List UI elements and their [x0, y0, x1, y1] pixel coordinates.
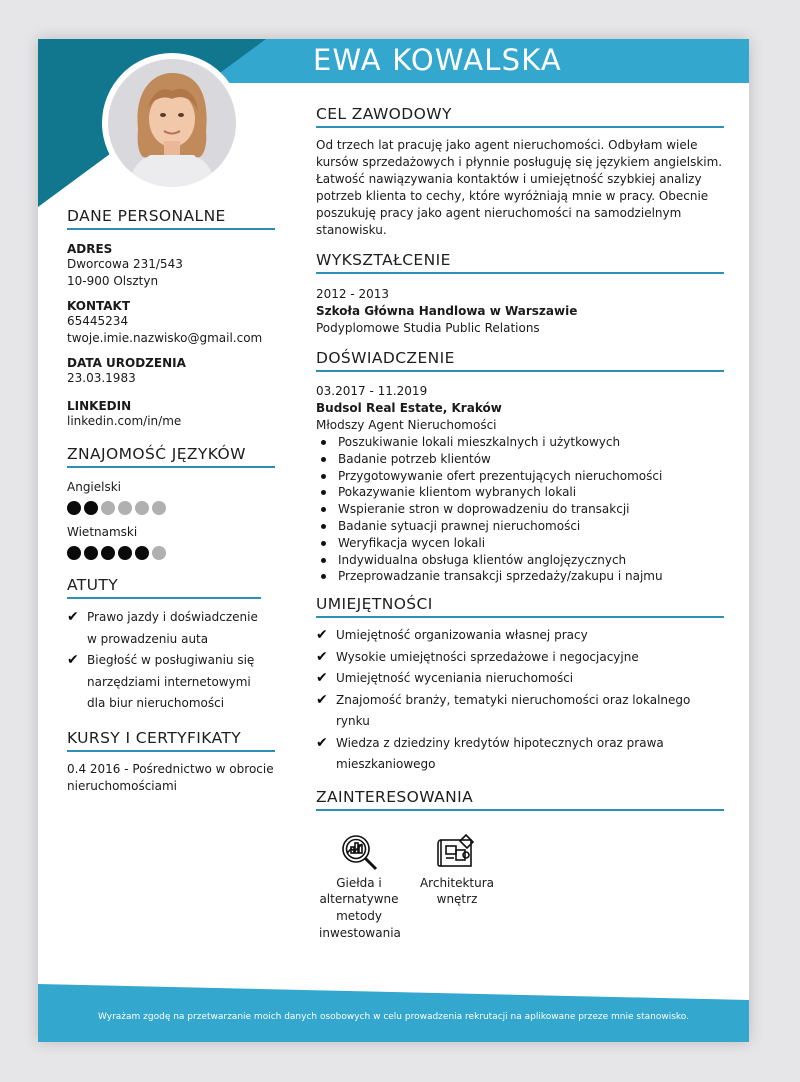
language-name: Wietnamski [67, 525, 138, 539]
interests-list [316, 831, 724, 942]
level-dot [152, 501, 166, 515]
duty-item: Weryfikacja wycen lokali [316, 535, 724, 552]
language-item [67, 524, 275, 560]
level-dot [118, 501, 132, 515]
duty-item: Poszukiwanie lokali mieszkalnych i użytkowych [316, 434, 724, 451]
interest-label: Giełda i alternatywne metody inwestowania [319, 875, 401, 941]
check-item [67, 607, 261, 650]
courses-heading: KURSY I CERTYFIKATY [67, 729, 275, 752]
level-dot [67, 546, 81, 560]
level-dot [135, 501, 149, 515]
personal-heading: DANE PERSONALNE [67, 207, 275, 230]
course-item: 0.4 2016 - Pośrednictwo w obrocie nieruchomościami [67, 761, 274, 793]
check-icon: ✔ [316, 691, 328, 708]
check-item [316, 733, 724, 776]
level-dot [67, 501, 81, 515]
cv-page [38, 39, 749, 1042]
check-icon: ✔ [67, 609, 79, 625]
level-dot [101, 501, 115, 515]
check-item-text: Umiejętność wyceniania nieruchomości [336, 671, 574, 686]
level-dot [135, 546, 149, 560]
profile-photo [102, 53, 242, 193]
contact-label: KONTAKT [67, 299, 131, 313]
objective-text: Od trzech lat pracuję jako agent nieruchomości. Odbyłam wiele kursów sprzedażowych i płynnie posługuję się językiem angielskim. Łatwość nawiązywania kontaktów i umiejętność szybkiej analizy potrzeb klienta to cechy, które wyróżniają mnie w pracy. Obecnie poszukuję pracy jako agent nieruchomości na samodzielnym stanowisku. [316, 138, 723, 237]
left-column [67, 207, 275, 795]
check-item-text: Wiedza z dziedziny kredytów hipotecznych oraz prawa mieszkaniowego [336, 735, 664, 772]
education-dates: 2012 - 2013 [316, 287, 390, 301]
language-level-dots [67, 546, 275, 560]
experience-position: Młodszy Agent Nieruchomości [316, 418, 497, 432]
candidate-name: EWA KOWALSKA [313, 43, 562, 77]
phone: 65445234 [67, 314, 129, 328]
duty-item: Indywidualna obsługa klientów anglojęzycznych [316, 552, 724, 569]
blueprint-icon [417, 831, 497, 873]
skills-heading: UMIEJĘTNOŚCI [316, 595, 724, 618]
languages-heading: ZNAJOMOŚĆ JĘZYKÓW [67, 445, 275, 468]
address-line2: 10-900 Olsztyn [67, 274, 159, 288]
check-item-text: Prawo jazdy i doświadczenie w prowadzeniu auta [87, 610, 258, 646]
interests-heading: ZAINTERESOWANIA [316, 788, 724, 811]
level-dot [101, 546, 115, 560]
interest-item [319, 831, 399, 942]
language-level-dots [67, 501, 275, 515]
stock-analysis-icon [319, 831, 399, 873]
experience-dates: 03.2017 - 11.2019 [316, 384, 428, 398]
check-item [67, 650, 261, 715]
check-icon: ✔ [316, 670, 328, 687]
check-item-text: Umiejętność organizowania własnej pracy [336, 628, 588, 643]
right-column [316, 105, 724, 942]
education-heading: WYKSZTAŁCENIE [316, 251, 724, 274]
check-item-text: Biegłość w posługiwaniu się narzędziami internetowymi dla biur nieruchomości [87, 653, 255, 710]
level-dot [152, 546, 166, 560]
birth-date: 23.03.1983 [67, 371, 136, 385]
check-icon: ✔ [316, 734, 328, 751]
education-program: Podyplomowe Studia Public Relations [316, 321, 540, 335]
level-dot [84, 546, 98, 560]
address-line1: Dworcowa 231/543 [67, 257, 183, 271]
address-label: ADRES [67, 242, 113, 256]
linkedin-label: LINKEDIN [67, 399, 132, 413]
objective-heading: CEL ZAWODOWY [316, 105, 724, 128]
level-dot [84, 501, 98, 515]
duty-item: Pokazywanie klientom wybranych lokali [316, 484, 724, 501]
check-item [316, 647, 724, 669]
check-icon: ✔ [316, 648, 328, 665]
languages-list [67, 479, 275, 560]
duty-item: Przeprowadzanie transakcji sprzedaży/zakupu i najmu [316, 568, 724, 585]
duty-item: Badanie sytuacji prawnej nieruchomości [316, 518, 724, 535]
strengths-list [67, 607, 261, 715]
experience-heading: DOŚWIADCZENIE [316, 349, 724, 372]
email: twoje.imie.nazwisko@gmail.com [67, 331, 263, 345]
experience-company: Budsol Real Estate, Kraków [316, 401, 502, 415]
interest-item [417, 831, 497, 942]
check-item-text: Znajomość branży, tematyki nieruchomości oraz lokalnego rynku [336, 692, 691, 729]
linkedin: linkedin.com/in/me [67, 414, 182, 428]
education-school: Szkoła Główna Handlowa w Warszawie [316, 304, 578, 318]
check-icon: ✔ [316, 627, 328, 644]
footer-consent: Wyrażam zgodę na przetwarzanie moich danych osobowych w celu prowadzenia rekrutacji na aplikowane przeze mnie stanowisko. [98, 1012, 689, 1022]
duties-list [316, 434, 724, 585]
check-icon: ✔ [67, 652, 79, 668]
interest-label: Architektura wnętrz [419, 875, 495, 907]
language-name: Angielski [67, 480, 122, 494]
courses-list [67, 761, 275, 795]
strengths-heading: ATUTY [67, 576, 261, 599]
duty-item: Przygotowywanie ofert prezentujących nieruchomości [316, 468, 724, 485]
check-item [316, 690, 724, 733]
skills-list [316, 625, 724, 776]
birth-label: DATA URODZENIA [67, 356, 186, 370]
check-item-text: Wysokie umiejętności sprzedażowe i negocjacyjne [336, 649, 639, 664]
check-item [316, 668, 724, 690]
language-item [67, 479, 275, 515]
duty-item: Badanie potrzeb klientów [316, 451, 724, 468]
duty-item: Wspieranie stron w doprowadzeniu do transakcji [316, 501, 724, 518]
check-item [316, 625, 724, 647]
level-dot [118, 546, 132, 560]
